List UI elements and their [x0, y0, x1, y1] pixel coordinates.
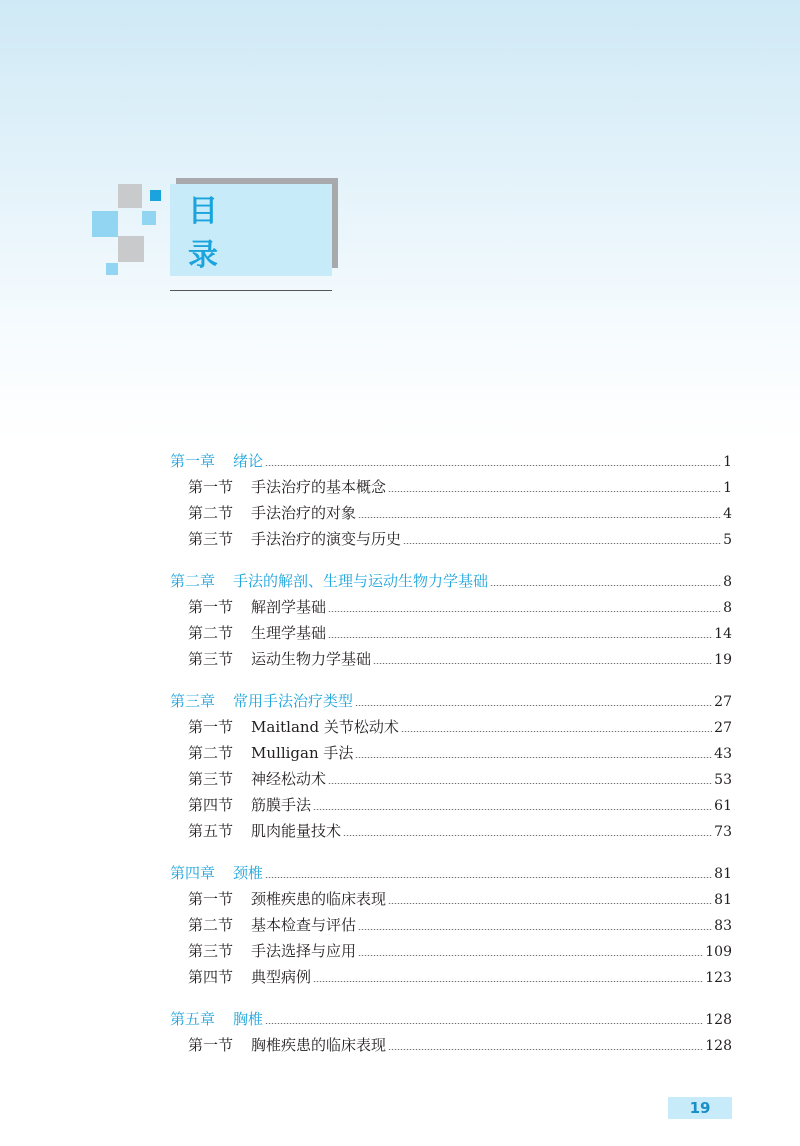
decor-square — [118, 236, 144, 262]
section-entry-title: 手法选择与应用 — [251, 942, 357, 960]
chapter-entry-number: 第四章 — [170, 864, 216, 882]
section-entry-title: 胸椎疾患的临床表现 — [251, 1036, 387, 1054]
dot-leader — [355, 705, 712, 706]
section-entry[interactable] — [170, 714, 732, 740]
decor-square — [92, 211, 118, 237]
chapter-entry[interactable] — [170, 448, 732, 474]
dot-leader — [313, 809, 712, 810]
dot-leader — [403, 543, 721, 544]
section-entry[interactable] — [170, 500, 732, 526]
page-title: 目 录 — [188, 194, 244, 273]
chapter-entry[interactable] — [170, 1006, 732, 1032]
section-entry[interactable] — [170, 912, 732, 938]
chapter-entry-title: 胸椎 — [233, 1010, 264, 1028]
page-number: 19 — [668, 1097, 732, 1119]
section-entry-title: 手法治疗的基本概念 — [251, 478, 387, 496]
section-entry[interactable] — [170, 818, 732, 844]
section-entry[interactable] — [170, 594, 732, 620]
section-entry-page: 43 — [714, 746, 732, 762]
section-entry[interactable] — [170, 474, 732, 500]
section-entry-number: 第一节 — [188, 1036, 234, 1054]
chapter-group — [170, 688, 732, 844]
chapter-entry-page: 81 — [714, 866, 732, 882]
section-entry[interactable] — [170, 886, 732, 912]
section-entry[interactable] — [170, 740, 732, 766]
section-entry-page: 1 — [723, 480, 732, 496]
section-entry-number: 第二节 — [188, 624, 234, 642]
section-entry[interactable] — [170, 1032, 732, 1058]
dot-leader — [328, 611, 721, 612]
section-entry-page: 61 — [714, 798, 732, 814]
dot-leader — [328, 637, 712, 638]
section-entry[interactable] — [170, 964, 732, 990]
chapter-entry-title: 绪论 — [233, 452, 264, 470]
section-entry-number: 第四节 — [188, 796, 234, 814]
chapter-entry[interactable] — [170, 568, 732, 594]
section-entry[interactable] — [170, 526, 732, 552]
section-entry-page: 8 — [723, 600, 732, 616]
dot-leader — [490, 585, 721, 586]
chapter-group — [170, 1006, 732, 1058]
title-divider — [170, 290, 332, 291]
section-entry-title: 生理学基础 — [251, 624, 327, 642]
chapter-entry-title: 颈椎 — [233, 864, 264, 882]
dot-leader — [388, 1049, 703, 1050]
decor-square — [118, 184, 142, 208]
section-entry[interactable] — [170, 620, 732, 646]
section-entry-page: 109 — [705, 944, 732, 960]
section-entry[interactable] — [170, 938, 732, 964]
section-entry-page: 73 — [714, 824, 732, 840]
chapter-entry-title: 手法的解剖、生理与运动生物力学基础 — [233, 572, 489, 590]
section-entry-title: 手法治疗的对象 — [251, 504, 357, 522]
chapter-entry-number: 第二章 — [170, 572, 216, 590]
section-entry-page: 83 — [714, 918, 732, 934]
dot-leader — [388, 491, 721, 492]
section-entry-page: 123 — [705, 970, 732, 986]
dot-leader — [343, 835, 712, 836]
section-entry-title: 运动生物力学基础 — [251, 650, 372, 668]
dot-leader — [313, 981, 703, 982]
section-entry-title: 颈椎疾患的临床表现 — [251, 890, 387, 908]
section-entry-page: 128 — [705, 1038, 732, 1054]
section-entry-page: 53 — [714, 772, 732, 788]
dot-leader — [265, 1023, 703, 1024]
chapter-entry-number: 第三章 — [170, 692, 216, 710]
section-entry-title: 手法治疗的演变与历史 — [251, 530, 402, 548]
section-entry-title: 解剖学基础 — [251, 598, 327, 616]
section-entry[interactable] — [170, 792, 732, 818]
section-entry-number: 第二节 — [188, 504, 234, 522]
dot-leader — [401, 731, 712, 732]
section-entry-number: 第三节 — [188, 650, 234, 668]
section-entry-page: 19 — [714, 652, 732, 668]
section-entry-number: 第五节 — [188, 822, 234, 840]
chapter-group — [170, 568, 732, 672]
section-entry-number: 第二节 — [188, 916, 234, 934]
section-entry-title: 筋膜手法 — [251, 796, 312, 814]
section-entry-title: 神经松动术 — [251, 770, 327, 788]
section-entry-number: 第二节 — [188, 744, 234, 762]
section-entry-page: 4 — [723, 506, 732, 522]
section-entry-number: 第一节 — [188, 718, 234, 736]
chapter-entry-page: 27 — [714, 694, 732, 710]
section-entry-title: 基本检查与评估 — [251, 916, 357, 934]
chapter-entry-number: 第一章 — [170, 452, 216, 470]
dot-leader — [265, 465, 721, 466]
section-entry-number: 第一节 — [188, 890, 234, 908]
dot-leader — [265, 877, 712, 878]
dot-leader — [328, 783, 712, 784]
section-entry-title: 肌肉能量技术 — [251, 822, 342, 840]
dot-leader — [355, 757, 712, 758]
section-entry-page: 27 — [714, 720, 732, 736]
section-entry-number: 第四节 — [188, 968, 234, 986]
dot-leader — [358, 955, 703, 956]
chapter-group — [170, 860, 732, 990]
decor-square — [142, 211, 156, 225]
section-entry-page: 14 — [714, 626, 732, 642]
chapter-entry-page: 128 — [705, 1012, 732, 1028]
chapter-entry[interactable] — [170, 688, 732, 714]
table-of-contents — [170, 448, 732, 1074]
section-entry-number: 第一节 — [188, 598, 234, 616]
dot-leader — [358, 929, 712, 930]
chapter-entry-page: 8 — [723, 574, 732, 590]
section-entry-number: 第三节 — [188, 530, 234, 548]
section-entry-number: 第一节 — [188, 478, 234, 496]
section-entry-number: 第三节 — [188, 770, 234, 788]
chapter-entry[interactable] — [170, 860, 732, 886]
decor-square — [150, 190, 161, 201]
decor-square — [106, 263, 118, 275]
dot-leader — [373, 663, 712, 664]
section-entry-page: 5 — [723, 532, 732, 548]
chapter-group — [170, 448, 732, 552]
chapter-entry-number: 第五章 — [170, 1010, 216, 1028]
chapter-entry-title: 常用手法治疗类型 — [233, 692, 354, 710]
chapter-entry-page: 1 — [723, 454, 732, 470]
section-entry-title: Mulligan 手法 — [251, 744, 354, 762]
dot-leader — [358, 517, 721, 518]
section-entry-number: 第三节 — [188, 942, 234, 960]
section-entry-title: Maitland 关节松动术 — [251, 718, 399, 736]
section-entry[interactable] — [170, 766, 732, 792]
section-entry[interactable] — [170, 646, 732, 672]
section-entry-title: 典型病例 — [251, 968, 312, 986]
dot-leader — [388, 903, 712, 904]
section-entry-page: 81 — [714, 892, 732, 908]
